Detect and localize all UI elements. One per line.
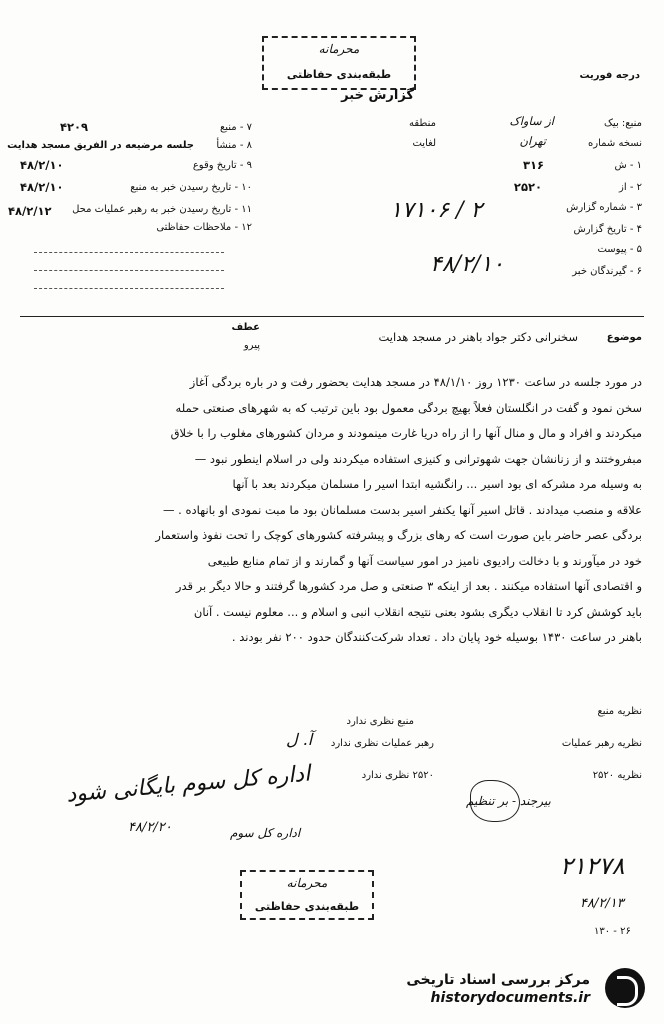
stamp-handwritten-bottom: محرمانه [286,876,328,890]
handwritten-number-date: ۴۸/۲/۱۳ [580,896,624,911]
handwritten-number: ۲۱۲۷۸ [560,852,625,880]
body-line: مبفروختند و از زنانشان جهت شهوترانی و کنیزی استفاده میکردند ولی در اسلام اینطور نبود — [194,451,642,466]
left-field-0-label: ۷ - منبع [219,122,252,133]
body-line: باهنر در ساعت ۱۴۳۰ بوسیله خود پایان داد . تعداد شرکت‌کنندگان حدود ۲۰۰ نفر بودند . [231,630,642,644]
subject-text: سخنرانی دکتر جواد باهنر در مسجد هدایت [378,330,578,344]
right-field-3-value: ۲۵۲۰ [513,180,542,194]
right-field-2-value: ۳۱۶ [522,158,544,172]
analyst-label: نظریه ۲۵۲۰ [592,770,642,781]
body-line: علاقه و منصب میدادند . قاتل اسیر آنها یکنفر اسیر بدست مسلمانان بود ما مبت نمودی او بانهاده . — [163,502,642,517]
right-field-3-label: ۲ - از [619,182,642,193]
right-field-1-label: نسخه شماره [588,138,642,149]
body-line: در مورد جلسه در ساعت ۱۲۳۰ روز ۴۸/۱/۱۰ در مسجد هدایت بحضور رفت و در باره بردگی آغاز [189,375,642,389]
right-field-1-tail: لغایت [412,138,436,149]
left-field-4-value: ۴۸/۲/۱۲ [8,204,52,218]
right-field-0-label: منبع: بیک [603,118,642,129]
left-field-5-label: ۱۲ - ملاحظات حفاظتی [156,222,252,233]
handwritten-archive-note: اداره کل سوم بایگانی شود [65,761,312,808]
right-field-2-label: ۱ - ش [614,160,642,171]
classification-stamp-bottom [240,870,374,920]
body-line: باید کوشش کرد تا انقلاب دیگری بشود بعنی نتیجه انقلاب انبی و اسلام و ... معلوم نیست . آنان [193,604,642,619]
analyst-value: ۲۵۲۰ نظری ندارد [361,770,434,781]
right-field-1-value: تهران [519,134,546,148]
right-field-0-tail: منطقه [409,118,436,129]
blank-line [34,270,224,271]
left-field-3-value: ۴۸/۲/۱۰ [20,180,64,194]
classification-stamp-top [262,36,416,90]
left-field-1-value: جلسه مرضیعه در الفریق مسجد هدایت [7,140,194,151]
priority-label: درجه فوریت [579,70,640,81]
subject-label: موضوع [606,332,642,343]
handwritten-mark: آ. ل [286,730,313,749]
body-line: و اقتصادی آنها استفاده میکنند . بعد از اینکه ۳ صنعتی و صل مرد کشورها گرفتند و حالا دیگر بر قدر [175,579,642,593]
stamp-text-bottom: طبقه‌بندی حفاظتی [254,900,360,913]
ops-leader-value: رهبر عملیات نظری ندارد [330,738,434,749]
right-field-6-label: ۵ - پیوست [597,244,642,255]
left-field-2-value: ۴۸/۲/۱۰ [20,158,64,172]
brand-url: historydocuments.ir [430,990,590,1006]
body-line: خود در میآورند و با دخالت رادیوی نامیز در امور سیاست آنها و گمارند و از تمام منابع طبیعی [207,553,642,568]
body-line: به وسیله مرد مشرکه ای بود اسیر ... رانگشیه ابتدا اسیر را مسلمان میکردند بعد با آنها [232,477,642,491]
body-line: میکردند و افراد و مال و منال آنها را از راه دریا غارت مینمودند و مردان کشورهای مغلوب را با خلاق [170,426,642,440]
source-opinion-label: نظریه منبع [597,706,642,717]
header-divider [20,316,644,317]
handwritten-date-left: ۴۸/۲/۲۰ [128,820,172,835]
handwritten-note-mid: اداره کل سوم [230,826,301,840]
ops-leader-label: نظریه رهبر عملیات [561,738,642,749]
blank-line [34,252,224,253]
body-line: بردگی عصر حاضر باین صورت است که رهای بزرگ و پیشرفته کشورهای کوچک را تحت نفوذ واستعمار [155,528,642,542]
page-ref-label: عطف [231,322,260,333]
handwritten-report-number: ۱۷۱۰۶ / ۲ [390,198,483,223]
stamp-handwritten-top: محرمانه [318,42,360,56]
report-body [70,370,642,651]
page-ref-sub: پیرو [243,340,260,351]
handwritten-signature: بیرجند - بر تنظیم [466,794,551,808]
left-field-3-label: ۱۰ - تاریخ رسیدن خبر به منبع [130,182,252,193]
left-field-2-label: ۹ - تاریخ وقوع [192,160,252,171]
left-field-0-value: ۴۲۰۹ [60,120,89,134]
left-field-4-label: ۱۱ - تاریخ رسیدن خبر به رهبر عملیات محل [72,204,252,215]
right-field-7-label: ۶ - گیرندگان خبر [572,266,642,277]
bottom-code: ۱۳۰ - ۲۶ [594,926,631,937]
signature-scribble [470,780,520,822]
left-field-1-label: ۸ - منشأ [216,140,252,151]
brand-name: مرکز بررسی اسناد تاریخی [406,972,590,988]
source-opinion-value: منبع نظری ندارد [346,716,414,727]
stamp-text-top: طبقه‌بندی حفاظتی [286,68,392,81]
handwritten-report-date: ۴۸/۲/۱۰ [430,252,504,277]
brand-watermark [406,972,590,1006]
right-field-5-label: ۴ - تاریخ گزارش [573,224,642,235]
right-field-4-label: ۳ - شماره گزارش [566,202,642,213]
report-title: گزارش خبر [341,88,414,103]
right-field-0-value: از ساواک [509,114,554,128]
blank-line [34,288,224,289]
body-line: سخن نمود و گفت در انگلستان فعلاً بهیچ بردگی معمول بود باین ترتیب که به شهرهای صنعتی حمله [175,400,642,415]
brand-logo-icon [605,968,645,1008]
